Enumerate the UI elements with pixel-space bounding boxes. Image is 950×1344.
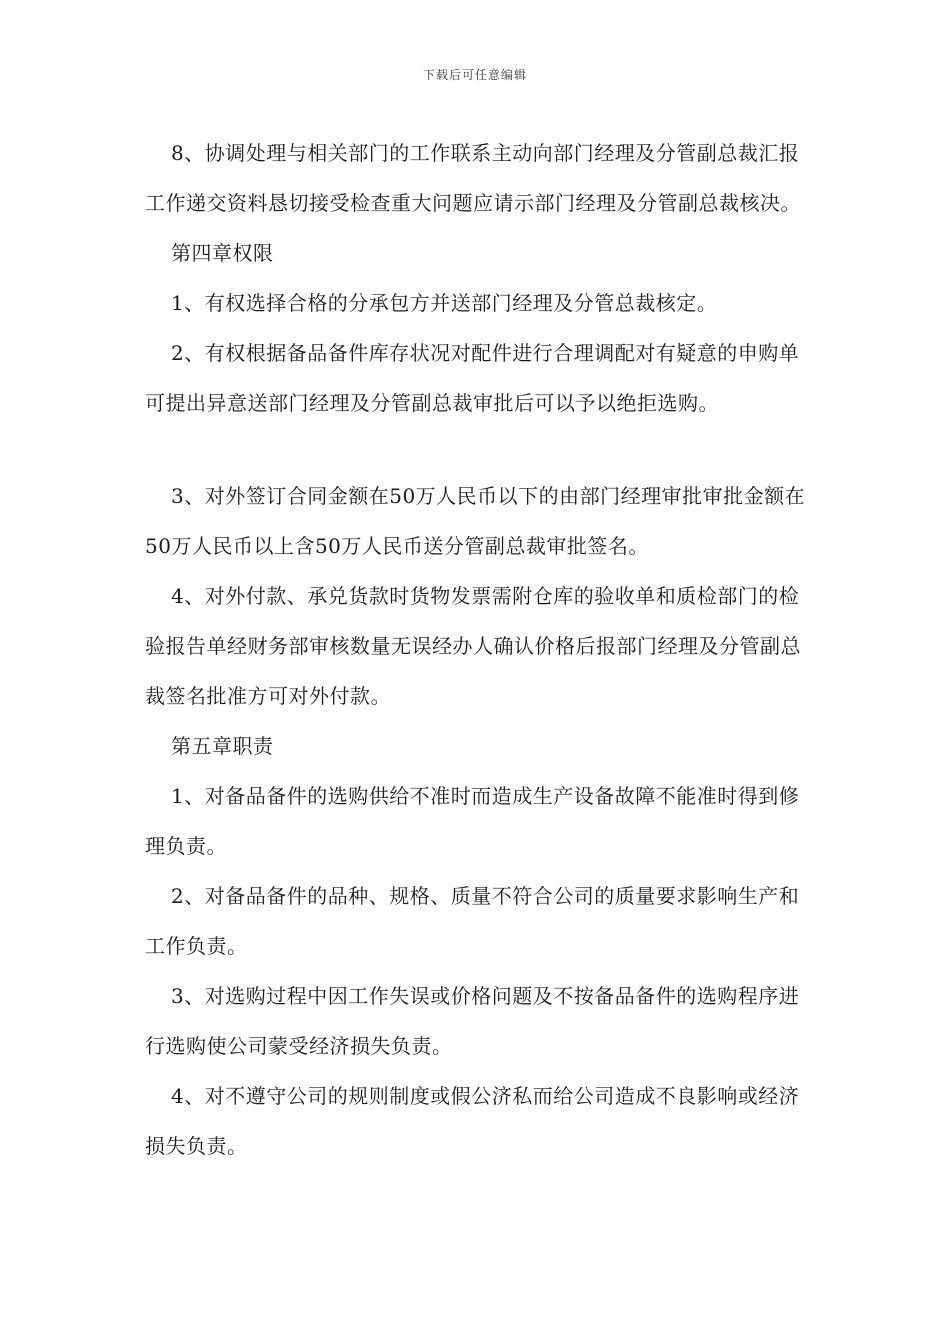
paragraph-authority-1: 1、有权选择合格的分承包方并送部门经理及分管总裁核定。 bbox=[171, 291, 718, 315]
paragraph-authority-3: 3、对外签订合同金额在50万人民币以下的由部门经理审批审批金额在50万人民币以上含50万人民币送分管副总裁审批签名。 bbox=[145, 484, 806, 558]
paragraph-duty-2: 2、对备品备件的品种、规格、质量不符合公司的质量要求影响生产和工作负责。 bbox=[145, 884, 800, 958]
paragraph-duty-4: 4、对不遵守公司的规则制度或假公济私而给公司造成不良影响或经济损失负责。 bbox=[145, 1084, 800, 1158]
paragraph-gap bbox=[145, 428, 817, 471]
paragraph-duty-1: 1、对备品备件的选购供给不准时而造成生产设备故障不能准时得到修理负责。 bbox=[145, 784, 800, 858]
paragraph-duty-3: 3、对选购过程中因工作失误或价格问题及不按备品备件的选购程序进行选购使公司蒙受经济损失负责。 bbox=[145, 984, 800, 1058]
paragraph-authority-2: 2、有权根据备品备件库存状况对配件进行合理调配对有疑意的申购单可提出异意送部门经理及分管副总裁审批后可以予以绝拒选购。 bbox=[145, 341, 800, 415]
document-body bbox=[145, 128, 817, 1171]
chapter-heading-authority: 第四章权限 bbox=[171, 241, 274, 265]
paragraph-item-8: 8、协调处理与相关部门的工作联系主动向部门经理及分管副总裁汇报工作递交资料恳切接受检查重大问题应请示部门经理及分管副总裁核决。 bbox=[145, 141, 801, 215]
paragraph-authority-4: 4、对外付款、承兑货款时货物发票需附仓库的验收单和质检部门的检验报告单经财务部审核数量无误经办人确认价格后报部门经理及分管副总裁签名批准方可对外付款。 bbox=[145, 584, 801, 708]
page-header: 下载后可任意编辑 bbox=[422, 68, 527, 82]
chapter-heading-duties: 第五章职责 bbox=[171, 734, 274, 758]
